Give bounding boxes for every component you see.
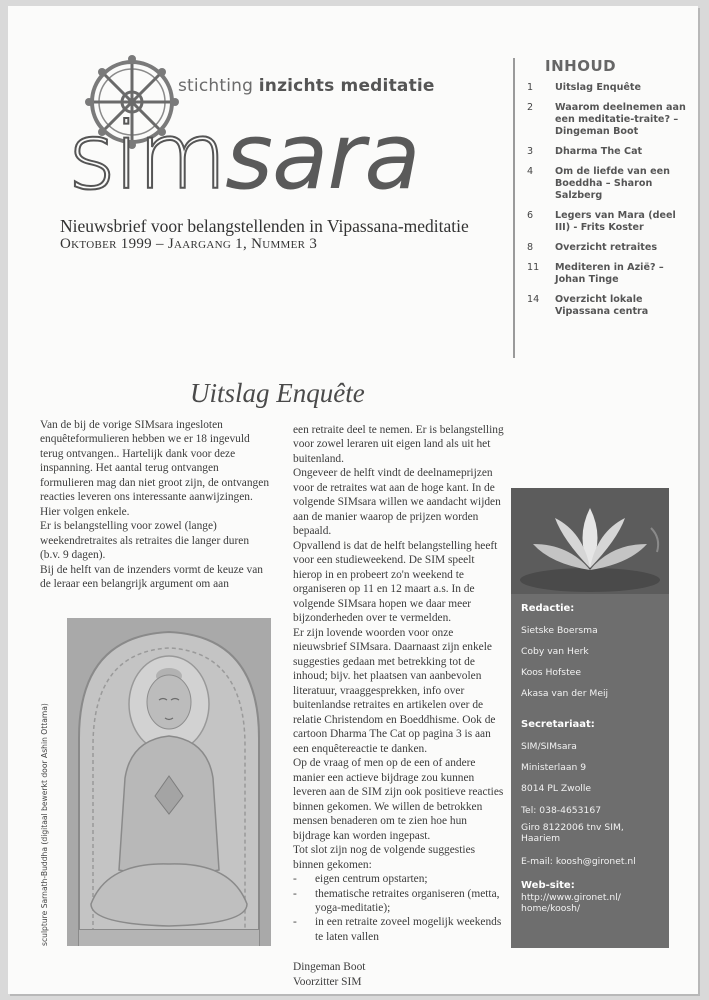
article-paragraph: Er is belangstelling voor zowel (lange) weekendretraites als retraites die langer duren (b.v. 9 dagen). — [40, 520, 250, 562]
foundation-name: stichting inzichts meditatie — [178, 76, 435, 96]
toc-item[interactable]: 14 Overzicht lokale Vipassana centra — [527, 293, 649, 317]
toc-item[interactable]: 4 Om de liefde van een Boeddha – Sharon Salzberg — [527, 165, 670, 201]
redactie-heading: Redactie: — [521, 603, 575, 614]
article-paragraph: Op de vraag of men op de een of andere manier een actieve bijdrage zou kunnen leveren aan de SIM zijn ook positieve reacties binnen gekomen. We willen de betrokken mensen benaderen om te zien hoe hun bijdrage kan worden ingepast. — [293, 757, 504, 842]
article-paragraph: Opvallend is dat de helft belangstelling heeft voor een studieweekend. De SIM speelt hierop in en probeert zo'n weekend te organiseren op 11 en 12 maart a.s. In de volgende SIMsara hopen we daar meer bijzonderheden over te vermelden. — [293, 539, 498, 625]
issue-dateline: Oktober 1999 – Jaargang 1, Nummer 3 — [60, 236, 318, 252]
toc-item[interactable]: 6 Legers van Mara (deel III) - Frits Koster — [527, 209, 676, 233]
editor-name: Sietske Boersma — [521, 625, 598, 636]
toc-item[interactable]: 2 Waarom deelnemen aan een meditatie-traite? – Dingeman Boot — [527, 101, 686, 137]
lotus-flower-photo — [511, 488, 669, 594]
toc-item[interactable]: 1 Uitslag Enquête — [527, 82, 642, 93]
editor-name: Akasa van der Meij — [521, 688, 609, 699]
article-paragraph: Bij de helft van de inzenders vormt de keuze van de leraar een belangrijk argument om aan — [40, 563, 263, 591]
signature-role: Voorzitter SIM — [293, 975, 362, 988]
toc-divider — [513, 58, 515, 358]
table-of-contents — [523, 82, 693, 326]
simsara-logo: simsara — [68, 103, 420, 210]
giro-account: Giro 8122006 tnv SIM, Haariem — [521, 822, 624, 844]
editor-name: Koos Hofstee — [521, 667, 581, 678]
address-line: 8014 PL Zwolle — [521, 783, 592, 794]
article-paragraph: Tot slot zijn nog de volgende suggesties binnen gekomen: — [293, 844, 476, 871]
newsletter-tagline: Nieuwsbrief voor belangstellenden in Vipassana-meditatie — [60, 216, 469, 236]
website-link[interactable]: http://www.gironet.nl/ home/koosh/ — [521, 892, 621, 914]
buddha-statue-photo — [67, 618, 271, 946]
signature-name: Dingeman Boot — [293, 961, 366, 974]
article-paragraph: een retraite deel te nemen. Er is belangstelling voor zowel leraren uit eigen land als uit het buitenland. — [293, 424, 504, 465]
article-paragraph: Er zijn lovende woorden voor onze nieuwsbrief SIMsara. Daarnaast zijn enkele suggesties gedaan met betrekking tot de inhoud; bijv. het plaatsen van aanbevolen literatuur, vraaggesprekken, info over buitenlandse retraites en artikelen over de relatie Christendom en Boeddhisme. Ook de cartoon Dharma The Cat op pagina 3 is aan een enquêtereactie te danken. — [293, 626, 496, 755]
article-paragraph: Van de bij de vorige SIMsara ingesloten enquêteformulieren hebben we er 18 ingevuld terug ontvangen.. Hartelijk dank voor deze inspanning. Het aantal terug ontvangen formulieren mag dan niet groot zijn, de ontvangen reacties leveren ons interessante aanwijzingen. Hier volgen enkele. — [40, 419, 270, 518]
image-caption: sculpture Sarnath-Buddha (digitaal bewerkt door Ashin Ottama) — [40, 703, 49, 946]
newsletter-page — [8, 6, 698, 994]
article-column-right — [293, 423, 504, 989]
email-address[interactable]: E-mail: koosh@gironet.nl — [521, 856, 636, 867]
toc-item[interactable]: 3 Dharma The Cat — [527, 145, 643, 157]
toc-item[interactable]: 8 Overzicht retraites — [527, 241, 658, 253]
secretariaat-heading: Secretariaat: — [521, 719, 595, 730]
article-column-left — [40, 418, 272, 592]
telephone: Tel: 038-4653167 — [521, 805, 602, 816]
toc-title: INHOUD — [545, 57, 617, 75]
address-line: SIM/SIMsara — [521, 741, 577, 752]
editor-name: Coby van Herk — [521, 646, 589, 657]
suggestion-list-item: - in een retraite zoveel mogelijk weekends te laten vallen — [293, 916, 502, 943]
article-title: Uitslag Enquête — [190, 378, 365, 408]
address-line: Ministerlaan 9 — [521, 762, 587, 773]
suggestion-list-item: - eigen centrum opstarten; — [293, 873, 428, 886]
toc-item[interactable]: 11 Mediteren in Azië? – Johan Tinge — [527, 261, 664, 285]
website-heading: Web-site: — [521, 880, 575, 891]
suggestion-list-item: - thematische retraites organiseren (metta, yoga-meditatie); — [293, 887, 500, 914]
article-paragraph: Ongeveer de helft vindt de deelnameprijzen voor de retraites wat aan de hoge kant. In de volgende SIMsara willen we aandacht wijden aan de manier waarop de prijzen worden bepaald. — [293, 467, 501, 538]
